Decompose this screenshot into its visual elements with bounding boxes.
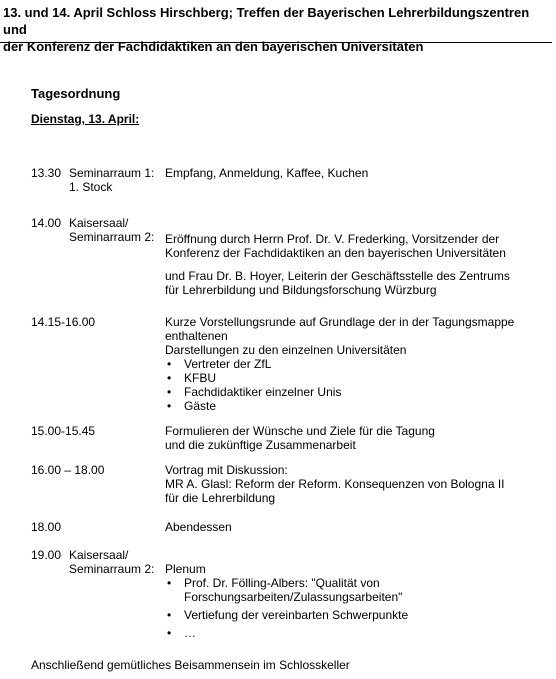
agenda-row bbox=[31, 548, 551, 640]
day-label: Dienstag, 13. April: bbox=[31, 112, 140, 126]
agenda-description bbox=[165, 548, 551, 640]
agenda-description-line: Darstellungen zu den einzelnen Universitäten bbox=[165, 343, 407, 357]
closing-note: Anschließend gemütliches Beisammensein im Schlosskeller bbox=[31, 658, 350, 672]
bullet-item: • Vertreter der ZfL bbox=[165, 357, 551, 371]
agenda-time: 14.15-16.00 bbox=[31, 315, 96, 329]
agenda-place bbox=[69, 216, 165, 297]
agenda-place-line: 1. Stock bbox=[69, 180, 113, 194]
bullet-item: • Prof. Dr. Fölling-Albers: "Qualität von Forschungsarbeiten/Zulassungsarbeiten" bbox=[165, 576, 414, 604]
bullet-item: • Fachdidaktiker einzelner Unis bbox=[165, 385, 551, 399]
agenda-description bbox=[165, 424, 551, 452]
header-divider bbox=[0, 42, 552, 43]
agenda-description-line: Abendessen bbox=[165, 520, 232, 534]
bullet-list bbox=[165, 576, 551, 640]
document-header bbox=[3, 4, 551, 55]
header-line-1: 13. und 14. April Schloss Hirschberg; Treffen der Bayerischen Lehrerbildungszentren und bbox=[3, 5, 530, 37]
agenda-row bbox=[31, 315, 551, 413]
agenda-place bbox=[69, 548, 165, 640]
agenda-description bbox=[165, 463, 551, 505]
agenda-paragraph bbox=[165, 232, 551, 260]
bullet-item: • Vertiefung der vereinbarten Schwerpunkte bbox=[165, 608, 551, 622]
agenda-row bbox=[31, 463, 551, 505]
agenda-time: 16.00 – 18.00 bbox=[31, 463, 105, 477]
agenda-description-line: und Frau Dr. B. Hoyer, Leiterin der Geschäftsstelle des Zentrums bbox=[165, 269, 510, 283]
bullet-item: • … bbox=[165, 626, 551, 640]
agenda-description bbox=[165, 216, 551, 297]
agenda-description-line: Empfang, Anmeldung, Kaffee, Kuchen bbox=[165, 166, 369, 180]
bullet-item: • Gäste bbox=[165, 399, 551, 413]
agenda-description-line: und die zukünftige Zusammenarbeit bbox=[165, 438, 356, 452]
agenda-table bbox=[31, 166, 551, 640]
agenda-description-line: für Lehrerbildung und Bildungsforschung Würzburg bbox=[165, 283, 437, 297]
agenda-description-line: Kurze Vorstellungsrunde auf Grundlage der in der Tagungsmappe bbox=[165, 315, 515, 329]
agenda-description-line: Konferenz der Fachdidaktiken an den bayerischen Universitäten bbox=[165, 246, 506, 260]
agenda-row bbox=[31, 520, 551, 534]
agenda-description-line: Vortrag mit Diskussion: bbox=[165, 463, 288, 477]
bullet-item: • KFBU bbox=[165, 371, 551, 385]
agenda-title: Tagesordnung bbox=[31, 86, 121, 101]
agenda-description bbox=[165, 166, 551, 194]
agenda-description-line: Plenum bbox=[165, 562, 206, 576]
agenda-description-line: Formulieren der Wünsche und Ziele für die Tagung bbox=[165, 424, 435, 438]
agenda-row bbox=[31, 216, 551, 297]
agenda-place-line: Kaisersaal/ bbox=[69, 548, 129, 562]
agenda-row bbox=[31, 166, 551, 194]
agenda-time: 15.00-15.45 bbox=[31, 424, 96, 438]
agenda-paragraph bbox=[165, 269, 551, 297]
agenda-time: 19.00 bbox=[31, 548, 62, 562]
agenda-description bbox=[165, 315, 551, 413]
bullet-list bbox=[165, 357, 551, 413]
agenda-place-line: Seminarraum 2: bbox=[69, 230, 155, 244]
agenda-time: 18.00 bbox=[31, 520, 62, 534]
agenda-place-line: Seminarraum 2: bbox=[69, 562, 155, 576]
header-line-2: der Konferenz der Fachdidaktiken an den bayerischen Universitäten bbox=[3, 39, 424, 54]
agenda-description bbox=[165, 520, 551, 534]
agenda-place-line: Seminarraum 1: bbox=[69, 166, 155, 180]
agenda-place bbox=[69, 166, 165, 194]
agenda-time: 14.00 bbox=[31, 216, 62, 230]
agenda-place-line: Kaisersaal/ bbox=[69, 216, 129, 230]
agenda-description-line: enthaltenen bbox=[165, 329, 228, 343]
agenda-description-line: MR A. Glasl: Reform der Reform. Konsequenzen von Bologna II bbox=[165, 477, 505, 491]
agenda-time: 13.30 bbox=[31, 166, 62, 180]
agenda-description-line: für die Lehrerbildung bbox=[165, 491, 276, 505]
agenda-row bbox=[31, 424, 551, 452]
agenda-description-line: Eröffnung durch Herrn Prof. Dr. V. Frederking, Vorsitzender der bbox=[165, 232, 500, 246]
